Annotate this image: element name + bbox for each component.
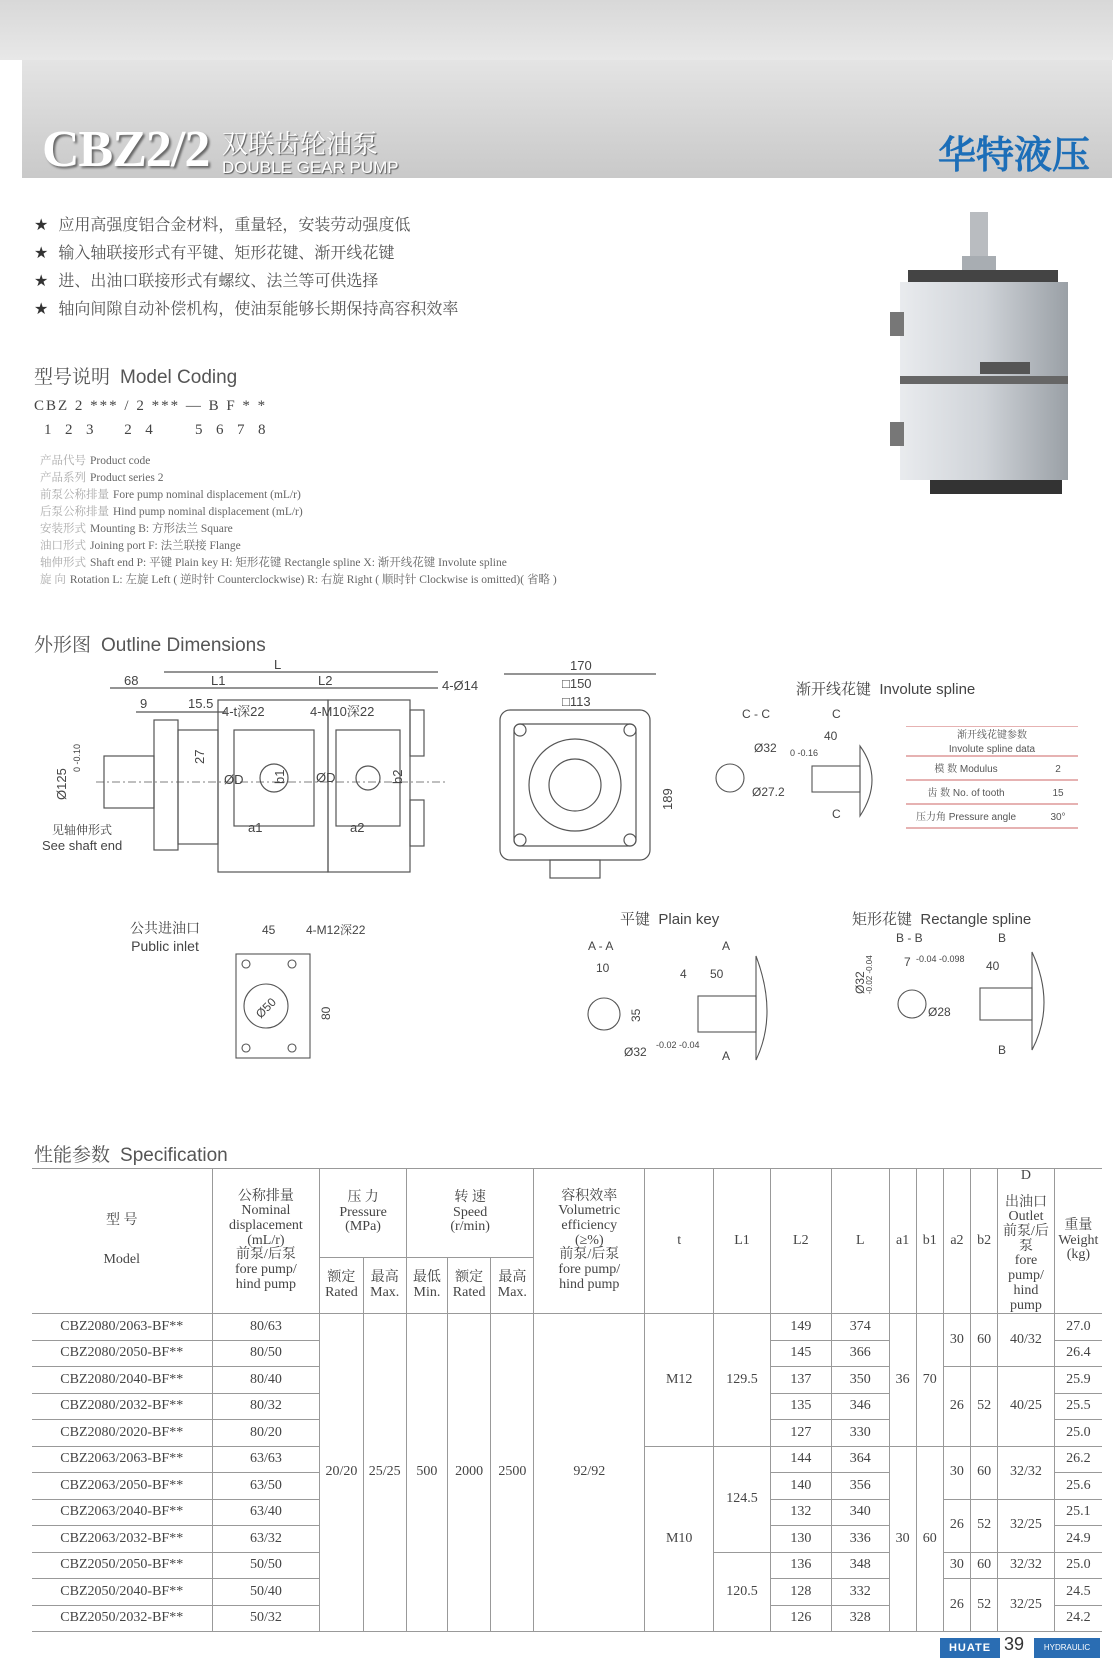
cell-a1: 36 [889,1314,916,1447]
model-code-pattern: CBZ 2 *** / 2 *** — B F * * [34,398,268,414]
th-L2: L2 [770,1169,831,1314]
footer-tag: HYDRAULIC [1034,1638,1100,1658]
spline-row-value: 30° [1050,812,1066,823]
dim-o32: Ø32 [754,741,777,755]
page-number: 39 [1004,1634,1025,1654]
cell-L1: 124.5 [714,1446,770,1552]
cell-b2: 60 [971,1552,998,1579]
cell-L: 330 [831,1420,889,1447]
label-a1: A [722,939,731,953]
cell-a2: 30 [943,1446,970,1499]
spline-row-value: 15 [1052,788,1064,799]
th-L: L [831,1169,889,1314]
cell-b2: 52 [971,1499,998,1552]
dim-L1: L1 [211,673,226,688]
cell-disp: 63/63 [212,1446,320,1473]
th-rated-p: 额定 Rated [320,1257,363,1313]
label-bb: B - B [896,931,923,945]
label-cc: C - C [742,707,770,721]
involute-data-table [906,726,1078,832]
spline-row-label: 压力角 Pressure angle [915,812,1017,823]
cell-b2: 52 [971,1367,998,1447]
cell-disp: 80/20 [212,1420,320,1447]
cell-model: CBZ2080/2020-BF** [32,1420,212,1447]
feature-item: ★ 轴向间隙自动补偿机构，使油泵能够长期保持高容积效率 [34,301,459,318]
cell-D: 32/25 [998,1579,1055,1632]
cell-disp: 80/50 [212,1340,320,1367]
label-a2: A [722,1049,731,1063]
cell-a2: 26 [943,1499,970,1552]
dim-68: 68 [124,673,139,688]
dim-50: 50 [710,967,724,981]
dim-o50: Ø50 [253,995,279,1021]
th-pressure: 压 力 Pressure (MPa) [320,1169,407,1258]
cell-L: 336 [831,1526,889,1553]
cell-D: 40/32 [998,1314,1055,1367]
th-b2: b2 [971,1169,998,1314]
star-icon: ★ [34,217,49,234]
th-t: t [645,1169,714,1314]
cell-L2: 132 [770,1499,831,1526]
cell-weight: 25.9 [1054,1367,1102,1394]
cell-max-p: 25/25 [363,1314,406,1632]
cell-disp: 63/40 [212,1499,320,1526]
dim-o32-rect: Ø32 [853,971,867,994]
legend-item: 产品代号 Product code [40,455,151,467]
cell-L2: 127 [770,1420,831,1447]
cell-model: CBZ2063/2040-BF** [32,1499,212,1526]
th-max-s: 最高 Max. [491,1257,534,1313]
th-outlet: D 出油口 Outlet 前泵/后泵 fore pump/ hind pump [998,1169,1055,1314]
involute-title: 渐开线花键 Involute spline [796,681,976,698]
plain-key-title: 平键 Plain key [620,911,720,928]
th-a1: a1 [889,1169,916,1314]
cell-L: 374 [831,1314,889,1341]
cell-L: 340 [831,1499,889,1526]
feature-item: ★ 进、出油口联接形式有螺纹、法兰等可供选择 [34,273,379,290]
dim-o27-2: Ø27.2 [752,785,785,799]
tol-d125: 0 -0.10 [72,743,82,772]
cell-D: 32/32 [998,1446,1055,1499]
dim-45: 45 [262,923,276,937]
cell-disp: 50/40 [212,1579,320,1606]
label-4-t22: 4-t深22 [222,704,265,719]
cell-model: CBZ2063/2032-BF** [32,1526,212,1553]
th-speed: 转 速 Speed (r/min) [406,1169,534,1258]
th-b1: b1 [916,1169,943,1314]
spline-row-value: 2 [1055,764,1061,775]
cell-weight: 25.5 [1054,1393,1102,1420]
feature-item: ★ 应用高强度铝合金材料，重量轻，安装劳动强度低 [34,217,411,234]
cell-rated-s: 2000 [447,1314,490,1632]
cell-b1: 70 [916,1314,943,1447]
legend-item: 旋 向 Rotation L: 左旋 Left ( 逆时针 Counterclockwise) R: 右旋 Right ( 顺时针 Clockwise is omitted)( 省略 ) [40,574,557,586]
star-icon: ★ [34,301,49,318]
cell-L2: 140 [770,1473,831,1500]
cell-model: CBZ2063/2063-BF** [32,1446,212,1473]
rect-spline-drawing [850,930,1060,1060]
cell-L2: 126 [770,1605,831,1632]
cell-L2: 135 [770,1393,831,1420]
cell-L2: 130 [770,1526,831,1553]
cell-L: 332 [831,1579,889,1606]
label-shaft-en: See shaft end [42,838,123,853]
cell-weight: 25.0 [1054,1552,1102,1579]
th-rated-s: 额定 Rated [447,1257,490,1313]
spec-table [32,1168,1102,1632]
dim-4: 4 [680,967,687,981]
dim-oD1: ØD [224,772,244,787]
cell-disp: 80/32 [212,1393,320,1420]
cell-L: 346 [831,1393,889,1420]
cell-weight: 25.1 [1054,1499,1102,1526]
dim-27: 27 [192,749,207,764]
spec-title: 性能参数 Specification [34,1145,228,1166]
cell-model: CBZ2080/2050-BF** [32,1340,212,1367]
cell-L: 366 [831,1340,889,1367]
spline-row-label: 模 数 Modulus [934,764,998,775]
dim-35: 35 [629,1008,643,1022]
label-shaft-cn: 见轴伸形式 [52,823,113,837]
cell-weight: 24.9 [1054,1526,1102,1553]
dim-b2: b2 [390,769,405,784]
cell-L2: 137 [770,1367,831,1394]
cell-model: CBZ2050/2040-BF** [32,1579,212,1606]
cell-disp: 80/40 [212,1367,320,1394]
dim-40-rect: 40 [986,959,1000,973]
dim-a2: a2 [350,820,365,835]
title-en: DOUBLE GEAR PUMP [222,158,399,177]
legend-item: 安装形式 Mounting B: 方形法兰 Square [40,523,233,535]
brand-logo: 华特液压 [938,133,1091,177]
label-c1: C [832,707,841,721]
cell-weight: 27.0 [1054,1314,1102,1341]
cell-min-s: 500 [406,1314,447,1632]
th-model: 型 号 Model [32,1169,212,1314]
dim-150: □150 [562,676,592,691]
dim-189: 189 [660,788,675,810]
dim-L: L [274,660,282,672]
tol-7: -0.04 -0.098 [916,954,965,964]
inlet-title: 公共进油口 Public inlet [130,920,200,954]
dim-170: 170 [570,660,592,673]
dim-113: □113 [562,694,591,709]
th-vol: 容积效率 Volumetric efficiency (≥%) 前泵/后泵 fore pump/ hind pump [534,1169,645,1314]
dim-o32-key: Ø32 [624,1045,647,1059]
cell-L: 348 [831,1552,889,1579]
label-4-m12: 4-M12深22 [306,923,366,937]
cell-L1: 120.5 [714,1552,770,1632]
cell-b2: 60 [971,1314,998,1367]
label-4-m10: 4-M10深22 [310,704,375,719]
involute-drawing [712,706,892,846]
cell-max-s: 2500 [491,1314,534,1632]
th-max-p: 最高 Max. [363,1257,406,1313]
legend-item: 后泵公称排量 Hind pump nominal displacement (mL/r) [40,506,303,518]
front-view-drawing [440,660,680,900]
cell-L: 356 [831,1473,889,1500]
model-code-numbers: 1 2 3 2 4 5 6 7 8 [44,422,268,438]
cell-vol: 92/92 [534,1314,645,1632]
spline-table-title-en: Involute spline data [948,744,1036,755]
feature-item: ★ 输入轴联接形式有平键、矩形花键、渐开线花键 [34,245,395,262]
cell-L: 328 [831,1605,889,1632]
tol-o32-rect: -0.02 -0.04 [865,955,874,994]
dim-oD2: ØD [316,770,336,785]
cell-weight: 24.5 [1054,1579,1102,1606]
cell-t: M12 [645,1314,714,1447]
cell-model: CBZ2063/2050-BF** [32,1473,212,1500]
footer-brand: HUATE [940,1638,1000,1658]
cell-disp: 50/50 [212,1552,320,1579]
cell-model: CBZ2080/2063-BF** [32,1314,212,1341]
model-coding-title: 型号说明 Model Coding [34,367,238,388]
cell-L2: 136 [770,1552,831,1579]
cell-a1: 30 [889,1446,916,1632]
dim-d125: Ø125 [54,768,69,800]
cell-L2: 145 [770,1340,831,1367]
legend-item: 轴伸形式 Shaft end P: 平键 Plain key H: 矩形花键 Rectangle spline X: 渐开线花键 Involute spline [40,557,507,569]
dim-L2: L2 [318,673,333,688]
rect-spline-title: 矩形花键 Rectangle spline [852,911,1032,928]
cell-a2: 26 [943,1579,970,1632]
legend-item: 前泵公称排量 Fore pump nominal displacement (mL/r) [40,489,301,501]
cell-model: CBZ2080/2032-BF** [32,1393,212,1420]
dim-80: 80 [319,1006,333,1020]
inlet-drawing [226,920,376,1070]
legend-item: 油口形式 Joining port F: 法兰联接 Flange [40,540,241,552]
cell-a2: 30 [943,1314,970,1367]
cell-model: CBZ2050/2050-BF** [32,1552,212,1579]
star-icon: ★ [34,273,49,290]
cell-L2: 149 [770,1314,831,1341]
cell-disp: 63/50 [212,1473,320,1500]
spline-row-label: 齿 数 No. of tooth [927,788,1005,799]
title-cn: 双联齿轮油泵 [222,130,379,159]
cell-disp: 80/63 [212,1314,320,1341]
cell-D: 40/25 [998,1367,1055,1447]
label-b2: B [998,1043,1007,1057]
cell-a2: 30 [943,1552,970,1579]
dim-a1: a1 [248,820,263,835]
cell-b2: 60 [971,1446,998,1499]
cell-model: CBZ2050/2032-BF** [32,1605,212,1632]
th-L1: L1 [714,1169,770,1314]
cell-L: 364 [831,1446,889,1473]
dim-10: 10 [596,961,610,975]
cell-weight: 24.2 [1054,1605,1102,1632]
cell-b1: 60 [916,1446,943,1632]
label-c2: C [832,807,841,821]
cell-weight: 26.4 [1054,1340,1102,1367]
plain-key-drawing [580,936,780,1066]
th-weight: 重量 Weight (kg) [1054,1169,1102,1314]
pump-product-image [890,212,1090,532]
side-view-drawing [36,660,456,910]
cell-D: 32/25 [998,1499,1055,1552]
label-aa: A - A [588,939,614,953]
spline-table-title-cn: 渐开线花键参数 [957,730,1027,741]
star-icon: ★ [34,245,49,262]
top-band [0,0,1113,60]
cell-L2: 128 [770,1579,831,1606]
label-b1: B [998,931,1007,945]
cell-rated-p: 20/20 [320,1314,363,1632]
dim-15-5: 15.5 [188,696,214,711]
outline-title: 外形图 Outline Dimensions [34,635,266,656]
dim-b1: b1 [272,769,287,784]
tol-o32-key: -0.02 -0.04 [656,1040,700,1050]
dim-40: 40 [824,729,838,743]
cell-D: 32/32 [998,1552,1055,1579]
cell-L2: 144 [770,1446,831,1473]
cell-weight: 25.6 [1054,1473,1102,1500]
cell-weight: 26.2 [1054,1446,1102,1473]
cell-model: CBZ2080/2040-BF** [32,1367,212,1394]
cell-disp: 50/32 [212,1605,320,1632]
th-disp: 公称排量 Nominal displacement (mL/r) 前泵/后泵 fore pump/ hind pump [212,1169,320,1314]
label-4-o14: 4-Ø14 [442,678,479,693]
legend-item: 产品系列 Product series 2 [40,472,164,484]
cell-weight: 25.0 [1054,1420,1102,1447]
cell-t: M10 [645,1446,714,1632]
dim-9: 9 [140,696,148,711]
tol-o32: 0 -0.16 [790,748,819,758]
dim-o28: Ø28 [928,1005,951,1019]
dim-7: 7 [904,955,911,969]
cell-a2: 26 [943,1367,970,1447]
th-min-s: 最低 Min. [406,1257,447,1313]
model-code: CBZ2/2 [42,121,210,178]
cell-disp: 63/32 [212,1526,320,1553]
cell-b2: 52 [971,1579,998,1632]
cell-L: 350 [831,1367,889,1394]
th-a2: a2 [943,1169,970,1314]
cell-L1: 129.5 [714,1314,770,1447]
